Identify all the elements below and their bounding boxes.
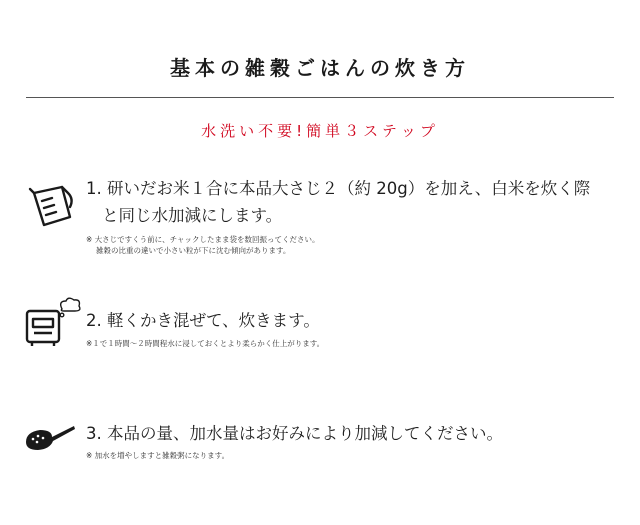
- step-1-line-2: と同じ水加減にします。: [102, 206, 283, 225]
- step-2-note-line-1: ※１で１時間〜２時間程水に浸しておくとより柔らかく仕上がります。: [86, 339, 325, 348]
- step-1-note: [86, 234, 319, 256]
- step-3-line-1: 3. 本品の量、加水量はお好みにより加減してください。: [86, 424, 503, 443]
- step-2-text: [86, 307, 320, 334]
- step-3-note-line-1: ※ 加水を増やしますと雑穀粥になります。: [86, 451, 230, 460]
- step-2-line-1: 2. 軽くかき混ぜて、炊きます。: [86, 311, 320, 330]
- title-divider: [26, 97, 614, 98]
- step-3-note: [86, 450, 229, 461]
- page-title: 基本の雑穀ごはんの炊き方: [170, 56, 470, 80]
- measuring-spoon-icon: [22, 422, 78, 460]
- step-1-line-1: 1. 研いだお米１合に本品大さじ２（約 20g）を加え、白米を炊く際: [86, 179, 591, 198]
- step-3-text: [86, 420, 503, 447]
- step-1-text: [86, 175, 590, 229]
- step-2-note: [86, 338, 324, 349]
- page-subtitle: 水洗い不要!簡単３ステップ: [201, 122, 439, 140]
- step-1-note-line-1: ※ 大さじですくう前に、チャックしたまま袋を数回振ってください。: [86, 235, 320, 244]
- step-1-note-line-2: 雑穀の比重の違いで小さい粒が下に沈む傾向があります。: [96, 246, 291, 255]
- measuring-cup-icon: [26, 183, 76, 233]
- rice-cooker-icon: [24, 297, 84, 353]
